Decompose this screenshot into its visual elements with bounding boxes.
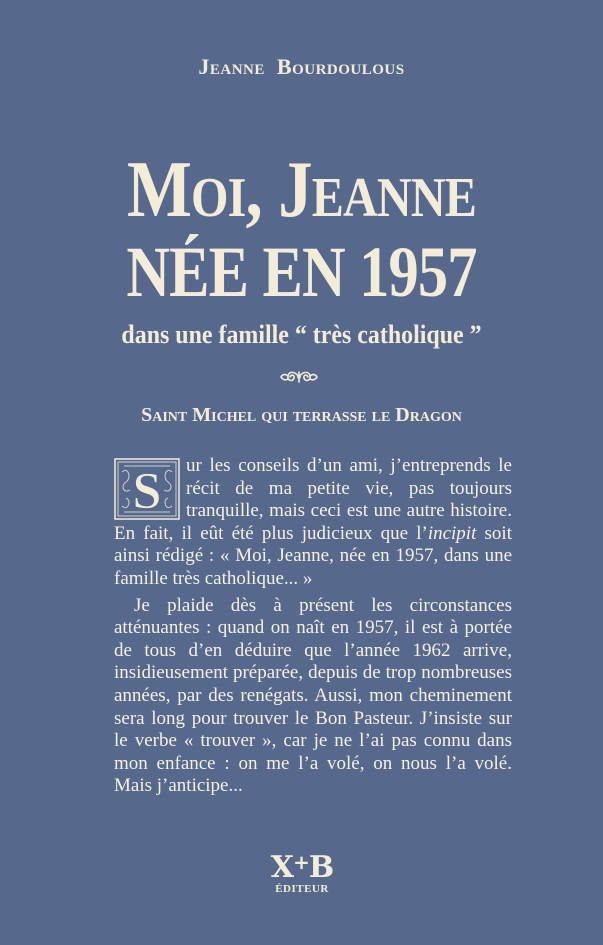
author-last-name: Bourdoulous (276, 54, 405, 79)
publisher-mark (262, 847, 342, 883)
publisher-mark-plus: + (293, 850, 309, 874)
title-line-1: Moi, Jeanne (126, 146, 477, 234)
paragraph-1-start: ur les conseils d’un ami, j’entreprends le récit de ma petite vie, pas toujours tranquille, mais ceci est une autre histoire. En fait, il eût été plus judicieux que l’ (114, 455, 512, 544)
dropcap-s-icon (114, 458, 180, 520)
tagline: Saint Michel qui terrasse le Dragon (141, 404, 462, 426)
paragraph-1-italic: incipit (427, 522, 477, 544)
publisher-logo (262, 847, 342, 895)
title-line-2: NÉE EN 1957 (126, 232, 477, 312)
fleuron-ornament-icon (279, 368, 319, 386)
author-name (0, 54, 603, 80)
author-first-name: Jeanne (198, 54, 265, 79)
dropcap-letter: S (132, 463, 162, 520)
paragraph-1-end: soit ainsi rédigé : « Moi, Jeanne, née en 1957, dans une famille très catholique... » (114, 522, 512, 589)
publisher-mark-b: B (308, 850, 334, 885)
book-subtitle: dans une famille “ très catholique ” (121, 320, 482, 349)
publisher-mark-x: X (270, 850, 294, 885)
paragraph-2: Je plaide dès à présent les circonstances atténuantes : quand on naît en 1957, il est à portée de tous d’en déduire que l’année 1962 arrive, insidieusement préparée, depuis de trop nombreuses années, par des renégats. Aussi, mon cheminement sera long pour trouver le Bon Pasteur. J’insiste sur le verbe « trouver », car je ne l’ai pas connu dans mon enfance : on me l’a volé, on nous l’a volé. Mais j’anticipe... (114, 594, 512, 797)
book-title (0, 146, 603, 312)
excerpt-text (114, 455, 512, 798)
publisher-name: ÉDITEUR (275, 883, 329, 895)
